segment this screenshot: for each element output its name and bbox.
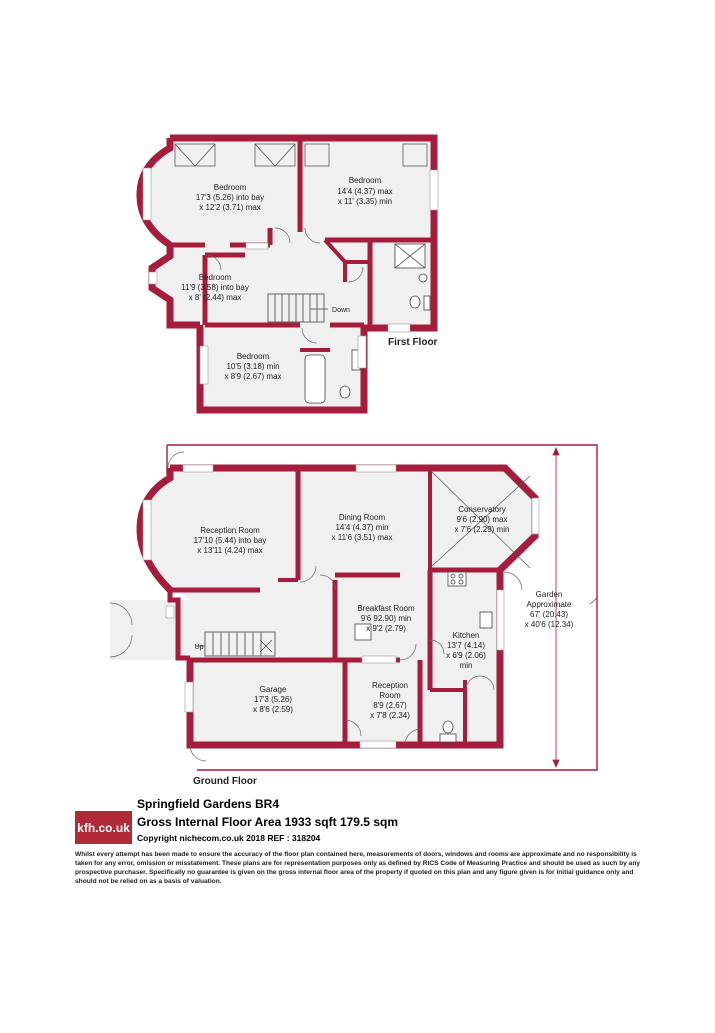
ff-down-label: Down (332, 307, 350, 314)
garden-line1: Garden (535, 590, 563, 599)
gf-dining-dim1: 14'4 (4.37) min (335, 523, 389, 532)
ff-bedroom2-dim2: x 11' (3.35) min (337, 197, 393, 206)
gf-conservatory-dim2: x 7'6 (2.29) min (454, 525, 510, 534)
first-floor-label: First Floor (388, 337, 438, 348)
gf-breakfast-dim1: 9'6 92.90) min (360, 614, 412, 623)
ff-bedroom4-dim1: 10'5 (3.18) min (226, 362, 280, 371)
disclaimer: Whilst every attempt has been made to ensure the accuracy of the floor plan contained here, measurements of doors, windows and rooms are approximate and no responsibility is taken for any error, omission or misstatement. These plans are for representation purposes only as defined by RICS Code of Measuring Practice and should be used as such by any prospective purchaser. Specifically no guarantee is given on the gross internal floor area of the property if quoted on this plan and any figure given is for initial guidance only and should not be relied on as a basis of valuation. (75, 851, 641, 885)
ff-bedroom1-dim1: 17'3 (5.26) into bay (195, 193, 265, 202)
gross-internal-area: Gross Internal Floor Area 1933 sqft 179.5 sqm (137, 815, 398, 829)
ground-floor-plan (110, 445, 597, 770)
gf-kitchen-dim3: min (459, 661, 473, 670)
gf-garage-dim2: x 8'6 (2.59) (253, 705, 293, 714)
ff-bedroom3-name: Bedroom (198, 273, 232, 282)
gf-dining-name: Dining Room (338, 513, 386, 522)
garden-line3: 67' (20.43) (530, 610, 568, 619)
gf-reception2-dim1: 8'9 (2.67) (373, 701, 407, 710)
gf-garage-name: Garage (259, 685, 287, 694)
gf-reception1-dim2: x 13'11 (4.24) max (197, 546, 263, 555)
gf-garage-dim1: 17'3 (5.26) (254, 695, 292, 704)
ff-bedroom2-name: Bedroom (348, 176, 382, 185)
gf-breakfast-dim2: x 9'2 (2.79) (366, 624, 406, 633)
ground-floor-label: Ground Floor (193, 776, 257, 787)
gf-reception1-dim1: 17'10 (5.44) into bay (193, 536, 267, 545)
garden-line4: x 40'6 (12.34) (524, 620, 574, 629)
gf-up-label: Up (194, 644, 204, 651)
gf-dining-dim2: x 11'6 (3.51) max (331, 533, 393, 542)
gf-conservatory-dim1: 9'6 (2.90) max (456, 515, 508, 524)
gf-kitchen-dim2: x 6'9 (2.06) (446, 651, 486, 660)
ff-bedroom4-name: Bedroom (236, 352, 270, 361)
ff-bedroom2-dim1: 14'4 (4.37) max (337, 187, 393, 196)
ff-bedroom3-dim1: 11'9 (3.58) into bay (181, 283, 249, 292)
gf-conservatory-name: Conservatory (458, 505, 506, 514)
copyright: Copyright nichecom.co.uk 2018 REF : 318204 (137, 833, 321, 843)
gf-breakfast-name: Breakfast Room (357, 604, 415, 613)
garden-line2: Approximate (526, 600, 572, 609)
gf-reception1-name: Reception Room (200, 526, 260, 535)
gf-reception2-name2: Room (379, 691, 401, 700)
gf-kitchen-name: Kitchen (452, 631, 480, 640)
ff-bedroom4-dim2: x 8'9 (2.67) max (224, 372, 282, 381)
ff-bedroom3-dim2: x 8' (2.44) max (188, 293, 242, 302)
gf-kitchen-dim1: 13'7 (4.14) (447, 641, 485, 650)
ff-bedroom1-dim2: x 12'2 (3.71) max (199, 203, 261, 212)
property-address: Springfield Gardens BR4 (137, 797, 280, 811)
first-floor-plan (140, 138, 438, 410)
gf-reception2-dim2: x 7'8 (2.34) (370, 711, 410, 720)
kfh-logo: kfh.co.uk (75, 811, 132, 844)
gf-reception2-name: Reception (371, 681, 409, 690)
ff-bedroom1-name: Bedroom (213, 183, 247, 192)
